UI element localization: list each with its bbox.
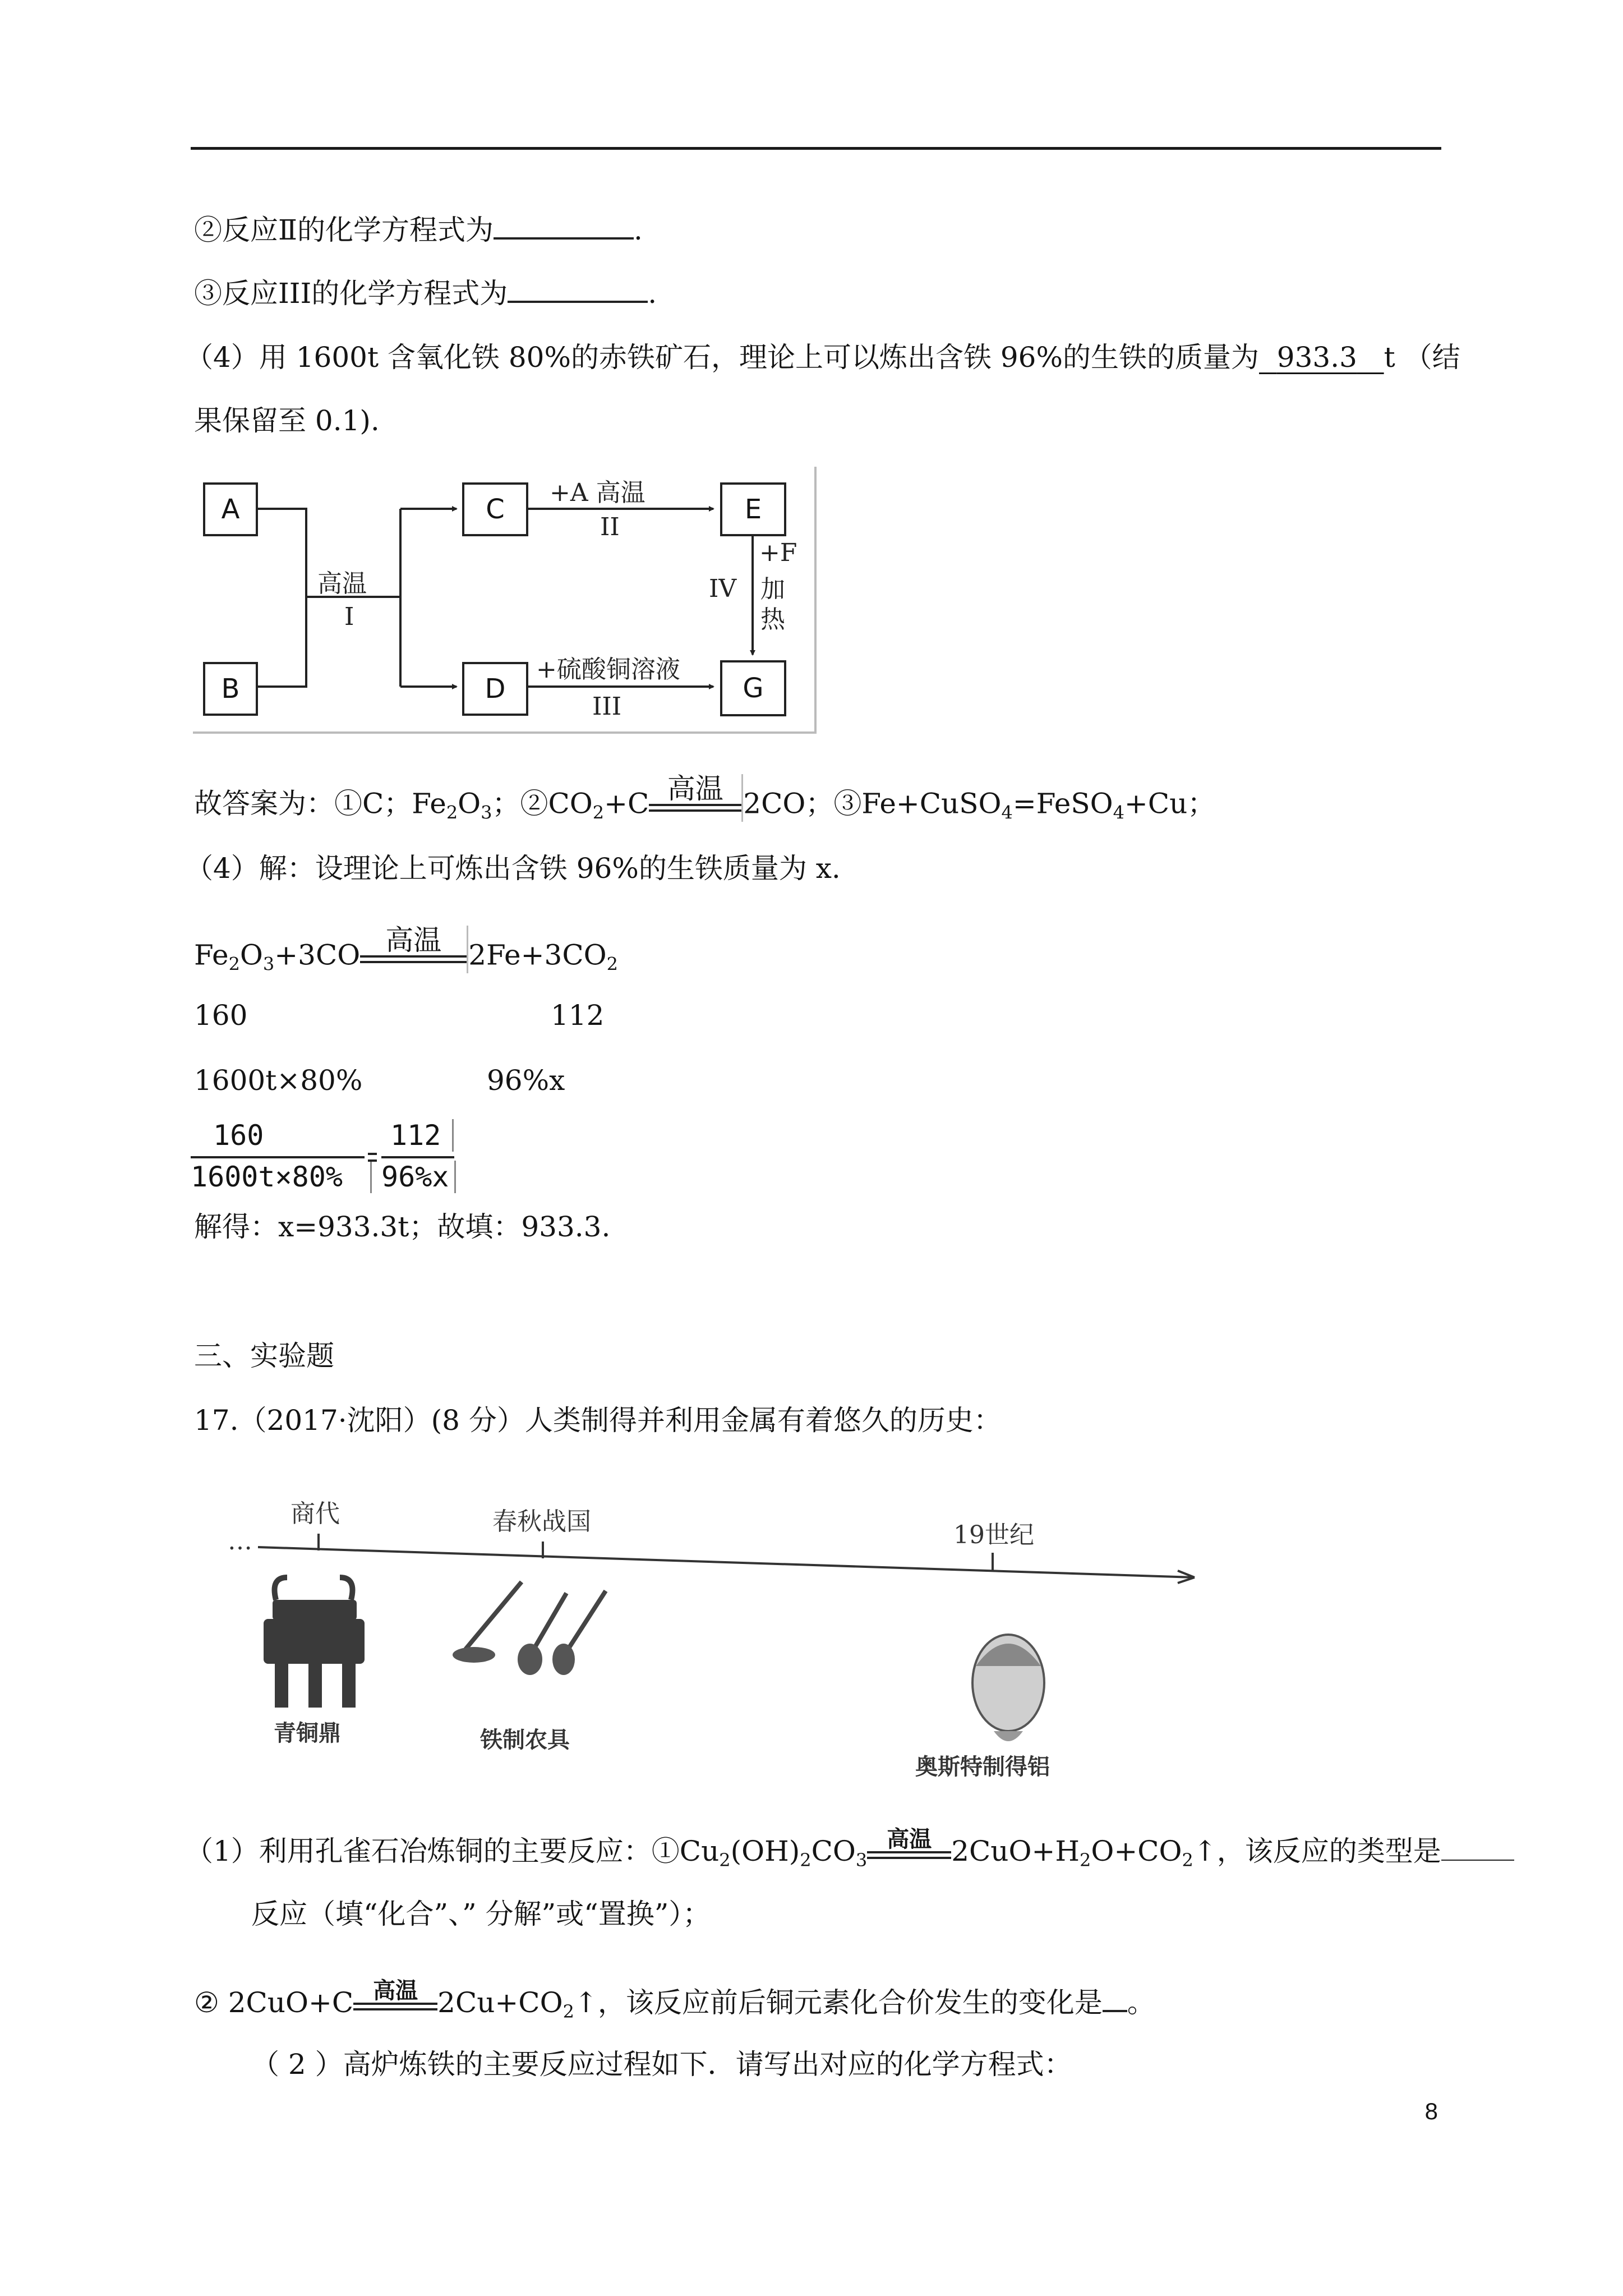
box-C: C — [462, 482, 528, 536]
part1-line2: 反应（填“化合”、” 分解”或“置换”）； — [251, 1898, 711, 1930]
section-3-heading: 三、实验题 — [194, 1340, 334, 1372]
frac-denominator-2: 96%x — [381, 1161, 456, 1193]
flow-diagram — [193, 467, 817, 734]
reaction-III-condition: +硫酸铜溶液 — [536, 655, 680, 684]
q4-unit: t （结 — [1384, 341, 1460, 374]
box-A: A — [203, 482, 258, 536]
metal-history-timeline — [224, 1481, 1223, 1795]
high-temp-condition-3: 高温 — [867, 1828, 951, 1869]
q2-line — [194, 210, 643, 248]
reaction-I-label: I — [344, 602, 354, 631]
q3-text: ③反应III的化学方程式为 — [194, 277, 508, 310]
q2-period: . — [633, 214, 643, 246]
answer-line: 故答案为：①C；$Fe_2O_3$；$②CO_2+C$ 高温 2CO；③Fe+CuSO$_4$=FeSO$_4$+Cu； — [194, 772, 1216, 823]
solution-result: 解得：x=933.3t；故填：933.3. — [194, 1211, 611, 1243]
reaction-IV-label: IV — [709, 574, 737, 603]
q4-line2: 果保留至 0.1). — [194, 404, 380, 437]
part1-sub2-blank — [1103, 1983, 1127, 2012]
solution-intro: （4）解：设理论上可炼出含铁 96%的生铁质量为 x. — [185, 852, 841, 885]
q3-period: . — [648, 277, 657, 310]
high-temp-condition: 高温 — [649, 774, 743, 822]
caption-aluminium: 奥斯特制得铝 — [915, 1754, 1050, 1780]
q4-line1 — [185, 339, 1460, 375]
question-17: 17.（2017·沈阳）(8 分）人类制得并利用金属有着悠久的历史： — [194, 1404, 1002, 1437]
frac-bar-1 — [191, 1156, 365, 1158]
mass-1600t: 1600t×80% — [194, 1064, 363, 1097]
era-spring-autumn: 春秋战国 — [492, 1507, 591, 1536]
part1-line1: （1）利用孔雀石冶炼铜的主要反应：$①Cu_2(OH)_2CO_3$ 高温 $2CuO+H_2O+CO_2↑$，该反应的类型是 — [185, 1828, 1514, 1869]
caption-iron-tools: 铁制农具 — [480, 1727, 570, 1753]
solution-equation: $Fe_2O_3+3CO$ 高温 $2Fe+3CO_2$ — [194, 924, 618, 975]
frac-numerator-1: 160 — [213, 1119, 264, 1152]
q4-text: （4）用 1600t 含氧化铁 80%的赤铁矿石，理论上可以炼出含铁 96%的生铁的质量为 — [185, 341, 1259, 374]
reaction-IV-reagent: +F — [759, 539, 797, 567]
q2-text: ②反应Ⅱ的化学方程式为 — [194, 214, 494, 246]
q3-line — [194, 274, 657, 311]
frac-numerator-2: 112 — [390, 1119, 454, 1152]
reaction-IV-cond-1: 加 — [760, 575, 785, 604]
part1-sub2: ② 2CuO+C 高温 $2Cu+CO_2↑$，该反应前后铜元素化合价发生的变化是 。 — [194, 1978, 1155, 2022]
box-B: B — [203, 662, 258, 716]
oersted-portrait-image — [972, 1635, 1044, 1741]
reaction-II-condition: +A 高温 — [550, 478, 645, 507]
mass-96x: 96%x — [487, 1064, 565, 1097]
reaction-II-label: II — [600, 513, 620, 541]
reaction-I-condition: 高温 — [317, 569, 367, 598]
part2-line: （ 2 ）高炉炼铁的主要反应过程如下．请写出对应的化学方程式： — [251, 2048, 1072, 2081]
q3-blank — [508, 274, 648, 303]
high-temp-condition-4: 高温 — [353, 1979, 437, 2021]
q4-answer: 933.3 — [1276, 341, 1357, 374]
timeline-dots: … — [228, 1527, 252, 1556]
caption-bronze-ding: 青铜鼎 — [274, 1720, 341, 1746]
high-temp-condition-2: 高温 — [360, 926, 468, 973]
frac-denominator-1: 1600t×80% — [191, 1161, 372, 1193]
box-E: E — [720, 482, 786, 536]
part1-blank — [1441, 1833, 1514, 1861]
timeline-graphics — [224, 1481, 1223, 1795]
era-19th-century: 19世纪 — [953, 1521, 1034, 1549]
mass-160: 160 — [194, 999, 248, 1032]
reaction-III-label: III — [592, 692, 622, 721]
reaction-IV-cond-2: 热 — [760, 605, 785, 634]
era-shang: 商代 — [291, 1499, 340, 1528]
mass-112: 112 — [551, 999, 605, 1032]
page-number: 8 — [1424, 2098, 1438, 2124]
frac-bar-2 — [381, 1156, 454, 1158]
proportion — [191, 1119, 460, 1199]
header-rule — [191, 147, 1441, 150]
box-G: G — [720, 660, 786, 716]
bronze-ding-image — [264, 1577, 365, 1708]
box-D: D — [462, 662, 528, 716]
q2-blank — [494, 210, 634, 240]
